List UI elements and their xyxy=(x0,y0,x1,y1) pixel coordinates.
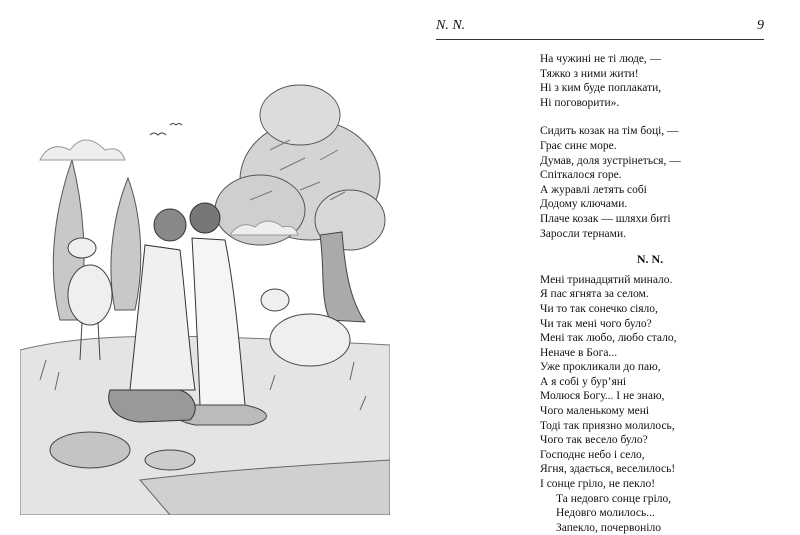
poem-text xyxy=(540,52,760,535)
poem-line: Спіткалося горе. xyxy=(540,169,622,182)
running-head: N. N. xyxy=(436,18,466,33)
poem-line: Ягня, здається, веселилось! xyxy=(540,463,676,476)
page-header xyxy=(436,18,764,38)
stanza xyxy=(540,273,760,535)
poem-line-indented: Недовго молилось... xyxy=(556,507,655,520)
poem-line: Господнє небо і село, xyxy=(540,448,645,461)
cloud xyxy=(40,140,125,160)
poem-line: Неначе в Бога... xyxy=(540,346,618,359)
poem-line: А журавлі летять собі xyxy=(540,183,647,196)
bird-icon xyxy=(170,124,182,126)
poem-line: І сонце гріло, не пекло! xyxy=(540,478,656,491)
poem-line: Тоді так приязно молилось, xyxy=(540,419,675,432)
bird-icon xyxy=(150,133,166,135)
poem-line: Молюся Богу... І не знаю, xyxy=(540,390,665,403)
poem-line: Мені тринадцятий минало. xyxy=(540,273,673,286)
page-number: 9 xyxy=(757,18,764,33)
cypress-tree xyxy=(111,178,141,310)
poem-line: Чого так весело було? xyxy=(540,434,648,447)
poem-line: Чи так мені чого було? xyxy=(540,317,652,330)
poem-line: Уже прокликали до паю, xyxy=(540,361,661,374)
poem-line: Я пас ягнята за селом. xyxy=(540,288,649,301)
poem-line-indented: Та недовго сонце гріло, xyxy=(556,492,672,505)
header-rule xyxy=(436,39,764,40)
poem-line: Ні з ким буде поплакати, xyxy=(540,82,662,95)
poem-line: Сидить козак на тім боці, — xyxy=(540,125,679,138)
poem-line: Чи то так сонечко сіяло, xyxy=(540,302,658,315)
poem-line: Думав, доля зустрінеться, — xyxy=(540,154,681,167)
stanza-gap xyxy=(540,110,760,124)
stanza xyxy=(540,124,760,241)
poem-line: Чого маленькому мені xyxy=(540,405,650,418)
poem-line: Додому ключами. xyxy=(540,198,628,211)
left-page xyxy=(0,0,400,527)
poem-title: N. N. xyxy=(636,252,664,267)
poem-line-indented: Запекло, почервоніло xyxy=(556,521,661,534)
rock xyxy=(50,432,130,468)
poem-line: Заросли тернами. xyxy=(540,227,626,240)
pencil-sketch-illustration xyxy=(20,60,390,515)
poem-line: А я собі у бур’яні xyxy=(540,375,627,388)
stanza xyxy=(540,52,760,110)
poem-line: Мені так любо, любо стало, xyxy=(540,332,677,345)
poem-line: Грає синє море. xyxy=(540,139,617,152)
right-page xyxy=(400,0,800,534)
poem-line: Тяжко з ними жити! xyxy=(540,67,639,80)
rock xyxy=(145,450,195,470)
poem-line: На чужині не ті люде, — xyxy=(540,53,662,65)
poem-line: Ні поговорити». xyxy=(540,96,620,109)
poem-line: Плаче козак — шляхи биті xyxy=(540,212,671,225)
